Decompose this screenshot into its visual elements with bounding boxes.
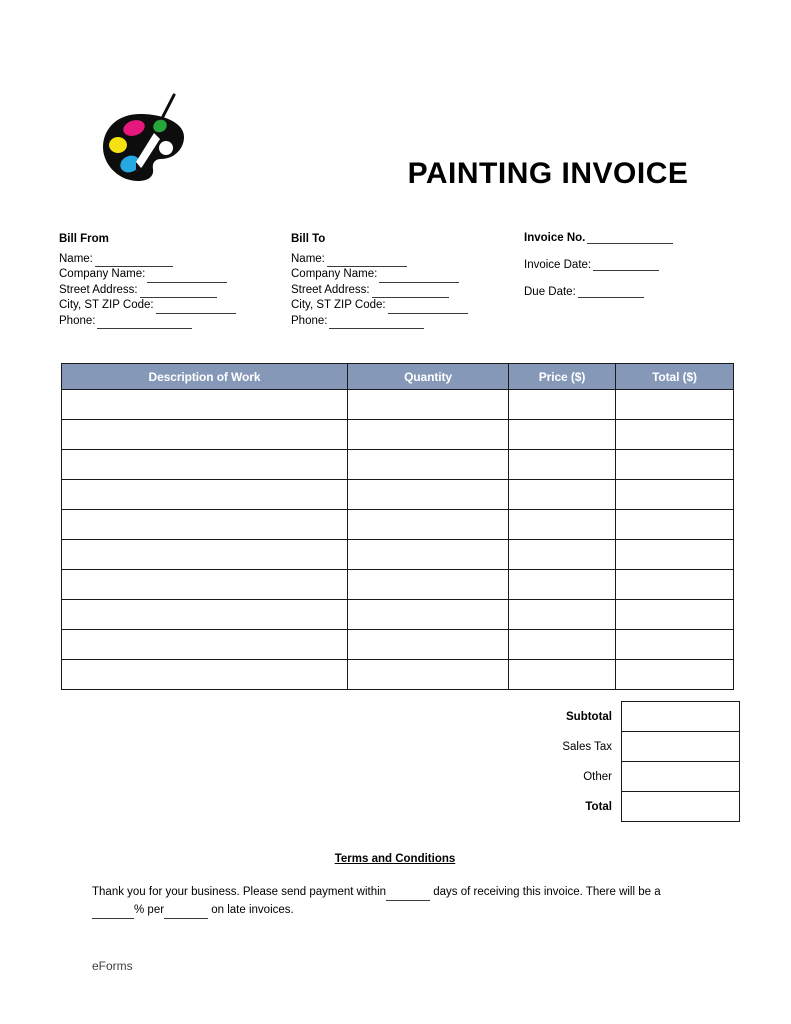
cell-total[interactable]	[616, 480, 734, 510]
bill-from-company-row	[59, 267, 284, 283]
bill-to-street-label: Street Address:	[291, 283, 370, 296]
invoice-no-label: Invoice No.	[524, 232, 586, 244]
cell-quantity[interactable]	[348, 630, 509, 660]
terms-text-3: % per	[134, 904, 165, 916]
cell-price[interactable]	[509, 480, 616, 510]
cell-quantity[interactable]	[348, 450, 509, 480]
bill-from-phone-label: Phone:	[59, 314, 96, 327]
cell-quantity[interactable]	[348, 390, 509, 420]
bill-to-city-input[interactable]	[388, 302, 468, 314]
cell-quantity[interactable]	[348, 600, 509, 630]
table-row	[62, 570, 734, 600]
bill-to-phone-label: Phone:	[291, 314, 328, 327]
page-title: PAINTING INVOICE	[407, 157, 689, 190]
bill-from-company-label: Company Name:	[59, 268, 146, 280]
totals-row-sales-tax	[420, 732, 740, 762]
bill-to-name-row	[291, 252, 516, 268]
cell-total[interactable]	[616, 390, 734, 420]
cell-total[interactable]	[616, 450, 734, 480]
bill-from-name-label: Name:	[59, 252, 93, 265]
cell-description[interactable]	[62, 450, 348, 480]
other-label: Other	[583, 770, 612, 783]
bill-to-city-row	[291, 298, 516, 314]
terms-text-2: days of receiving this invoice. There will be a	[433, 886, 661, 898]
cell-description[interactable]	[62, 630, 348, 660]
cell-total[interactable]	[616, 510, 734, 540]
cell-quantity[interactable]	[348, 540, 509, 570]
subtotal-value[interactable]	[622, 702, 740, 732]
bill-to-street-input[interactable]	[372, 286, 449, 298]
bill-to-company-input[interactable]	[379, 271, 459, 283]
table-row	[62, 480, 734, 510]
invoice-no-input[interactable]	[587, 232, 673, 244]
totals-row-total	[420, 792, 740, 822]
sales-tax-label: Sales Tax	[562, 740, 612, 753]
bill-from-city-label: City, ST ZIP Code:	[59, 299, 154, 311]
table-row	[62, 450, 734, 480]
cell-total[interactable]	[616, 420, 734, 450]
bill-from-street-row	[59, 283, 284, 299]
table-header-row	[62, 364, 734, 390]
cell-description[interactable]	[62, 660, 348, 690]
bill-from-name-input[interactable]	[95, 255, 173, 267]
cell-price[interactable]	[509, 540, 616, 570]
column-header-quantity: Quantity	[348, 364, 509, 390]
invoice-date-row	[524, 259, 744, 271]
bill-from-city-input[interactable]	[156, 302, 236, 314]
line-items-header	[62, 364, 734, 390]
bill-from-company-input[interactable]	[147, 271, 227, 283]
bill-from-block	[59, 232, 284, 329]
cell-price[interactable]	[509, 600, 616, 630]
terms-and-conditions-body	[92, 883, 684, 919]
bill-from-heading: Bill From	[59, 233, 109, 245]
cell-price[interactable]	[509, 450, 616, 480]
bill-to-name-label: Name:	[291, 252, 325, 265]
invoice-date-label: Invoice Date:	[524, 259, 592, 271]
cell-price[interactable]	[509, 420, 616, 450]
bill-to-phone-row	[291, 314, 516, 330]
line-items-table	[61, 363, 734, 690]
due-date-label: Due Date:	[524, 286, 576, 298]
cell-description[interactable]	[62, 600, 348, 630]
terms-and-conditions-title: Terms and Conditions	[334, 853, 456, 865]
sales-tax-value[interactable]	[622, 732, 740, 762]
column-header-total: Total ($)	[616, 364, 734, 390]
table-row	[62, 390, 734, 420]
bill-to-company-row	[291, 267, 516, 283]
bill-from-city-row	[59, 298, 284, 314]
totals-row-subtotal	[420, 702, 740, 732]
cell-total[interactable]	[616, 630, 734, 660]
cell-total[interactable]	[616, 660, 734, 690]
cell-price[interactable]	[509, 390, 616, 420]
column-header-price: Price ($)	[509, 364, 616, 390]
bill-from-street-label: Street Address:	[59, 283, 138, 296]
table-row	[62, 510, 734, 540]
cell-quantity[interactable]	[348, 480, 509, 510]
cell-price[interactable]	[509, 630, 616, 660]
bill-to-block	[291, 232, 516, 329]
cell-price[interactable]	[509, 570, 616, 600]
bill-to-city-label: City, ST ZIP Code:	[291, 299, 386, 311]
cell-quantity[interactable]	[348, 420, 509, 450]
cell-quantity[interactable]	[348, 660, 509, 690]
cell-description[interactable]	[62, 570, 348, 600]
cell-description[interactable]	[62, 540, 348, 570]
cell-description[interactable]	[62, 420, 348, 450]
bill-to-heading: Bill To	[291, 233, 326, 245]
totals-table	[420, 701, 740, 822]
cell-description[interactable]	[62, 510, 348, 540]
due-date-row	[524, 286, 744, 298]
column-header-description: Description of Work	[62, 364, 348, 390]
total-label: Total	[585, 800, 612, 813]
terms-days-input[interactable]	[386, 889, 430, 901]
subtotal-label: Subtotal	[566, 710, 612, 723]
cell-price[interactable]	[509, 510, 616, 540]
bill-from-street-input[interactable]	[140, 286, 217, 298]
table-row	[62, 600, 734, 630]
cell-price[interactable]	[509, 660, 616, 690]
terms-period-input[interactable]	[164, 907, 208, 919]
invoice-date-input[interactable]	[593, 259, 659, 271]
terms-text-1: Thank you for your business. Please send payment within	[92, 886, 387, 898]
cell-total[interactable]	[616, 540, 734, 570]
cell-quantity[interactable]	[348, 510, 509, 540]
other-value[interactable]	[622, 762, 740, 792]
bill-to-company-label: Company Name:	[291, 268, 378, 280]
cell-description[interactable]	[62, 480, 348, 510]
bill-to-phone-input[interactable]	[329, 317, 424, 329]
due-date-input[interactable]	[578, 286, 644, 298]
bill-to-street-row	[291, 283, 516, 299]
table-row	[62, 420, 734, 450]
totals-row-other	[420, 762, 740, 792]
paint-palette-icon	[96, 92, 196, 192]
invoice-no-row	[524, 232, 744, 244]
footer-brand: eForms	[92, 959, 133, 973]
bill-to-name-input[interactable]	[327, 255, 407, 267]
cell-description[interactable]	[62, 390, 348, 420]
cell-quantity[interactable]	[348, 570, 509, 600]
total-value[interactable]	[622, 792, 740, 822]
terms-text-4: on late invoices.	[211, 904, 294, 916]
bill-from-phone-input[interactable]	[97, 317, 192, 329]
bill-from-phone-row	[59, 314, 284, 330]
line-items-body	[62, 390, 734, 690]
table-row	[62, 660, 734, 690]
bill-from-name-row	[59, 252, 284, 268]
invoice-meta-block	[524, 232, 744, 313]
cell-total[interactable]	[616, 570, 734, 600]
terms-percent-input[interactable]	[92, 907, 134, 919]
table-row	[62, 630, 734, 660]
table-row	[62, 540, 734, 570]
cell-total[interactable]	[616, 600, 734, 630]
